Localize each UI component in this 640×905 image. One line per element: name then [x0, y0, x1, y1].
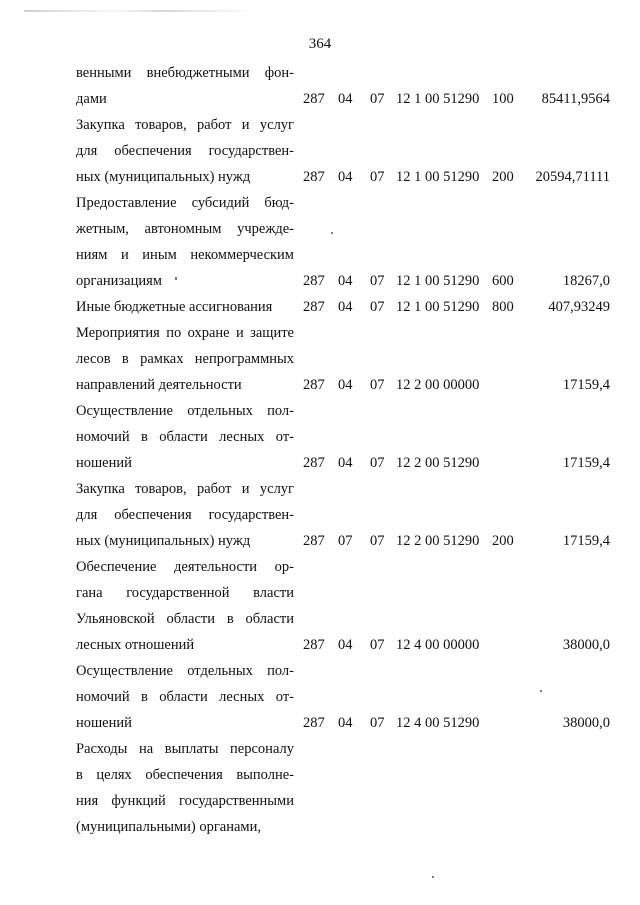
table-row [0, 294, 640, 320]
row-description-line: Обеспечение деятельности ор- [76, 559, 294, 575]
subsection-code: 07 [370, 299, 385, 315]
subsection-code: 07 [370, 169, 385, 185]
row-description-line: в целях обеспечения выполне- [76, 767, 294, 783]
row-description-line: ношений [76, 715, 132, 731]
grbs-code: 287 [303, 273, 325, 289]
table-row [0, 320, 640, 398]
expense-type-code: 200 [492, 169, 514, 185]
row-description-line: Закупка товаров, работ и услуг [76, 481, 294, 497]
row-description-line: номочий в области лесных от- [76, 429, 294, 445]
scan-speck [540, 690, 542, 692]
target-article-code: 12 4 00 51290 [396, 715, 480, 731]
row-description-line: Закупка товаров, работ и услуг [76, 117, 294, 133]
amount-value: 17159,4 [562, 533, 610, 549]
row-description-line: ных (муниципальных) нужд [76, 533, 251, 549]
subsection-code: 07 [370, 637, 385, 653]
grbs-code: 287 [303, 377, 325, 393]
table-row [0, 736, 640, 840]
section-code: 07 [338, 533, 353, 549]
subsection-code: 07 [370, 91, 385, 107]
row-description-line: жетным, автономным учрежде- [76, 221, 294, 237]
expense-type-code: 100 [492, 91, 514, 107]
row-description-line: Расходы на выплаты персоналу [76, 741, 294, 757]
row-description-line: Ульяновской области в области [76, 611, 294, 627]
row-description-line: ношений [76, 455, 132, 471]
section-code: 04 [338, 273, 353, 289]
row-description-line: лесов в рамках непрограммных [76, 351, 294, 367]
grbs-code: 287 [303, 299, 325, 315]
expense-type-code: 200 [492, 533, 514, 549]
table-row [0, 658, 640, 736]
grbs-code: 287 [303, 715, 325, 731]
amount-value: 407,93249 [548, 299, 610, 315]
subsection-code: 07 [370, 533, 385, 549]
scan-header-smudge [24, 10, 254, 12]
expense-type-code: 800 [492, 299, 514, 315]
subsection-code: 07 [370, 455, 385, 471]
grbs-code: 287 [303, 533, 325, 549]
amount-value: 18267,0 [562, 273, 610, 289]
scan-speck [331, 232, 333, 234]
subsection-code: 07 [370, 377, 385, 393]
target-article-code: 12 2 00 51290 [396, 455, 480, 471]
section-code: 04 [338, 299, 353, 315]
row-description-line: номочий в области лесных от- [76, 689, 294, 705]
grbs-code: 287 [303, 637, 325, 653]
target-article-code: 12 1 00 51290 [396, 169, 480, 185]
section-code: 04 [338, 169, 353, 185]
row-description-line: направлений деятельности [76, 377, 242, 393]
target-article-code: 12 2 00 51290 [396, 533, 480, 549]
row-description-line: ниям и иным некоммерческим [76, 247, 294, 263]
section-code: 04 [338, 91, 353, 107]
row-description-line: Осуществление отдельных пол- [76, 403, 294, 419]
table-row [0, 60, 640, 112]
amount-value: 85411,9564 [541, 91, 610, 107]
row-description-line: гана государственной власти [76, 585, 294, 601]
amount-value: 38000,0 [562, 637, 610, 653]
section-code: 04 [338, 377, 353, 393]
expense-type-code: 600 [492, 273, 514, 289]
amount-value: 20594,71111 [535, 169, 610, 185]
row-description-line: ния функций государственными [76, 793, 294, 809]
table-row [0, 190, 640, 294]
row-description-line: Иные бюджетные ассигнования [76, 299, 273, 315]
target-article-code: 12 1 00 51290 [396, 299, 480, 315]
amount-value: 17159,4 [562, 377, 610, 393]
target-article-code: 12 1 00 51290 [396, 273, 480, 289]
row-description-line: Осуществление отдельных пол- [76, 663, 294, 679]
target-article-code: 12 2 00 00000 [396, 377, 480, 393]
subsection-code: 07 [370, 715, 385, 731]
table-row [0, 398, 640, 476]
row-description-line: для обеспечения государствен- [76, 507, 294, 523]
row-description-line: Мероприятия по охране и защите [76, 325, 294, 341]
page-number: 364 [308, 36, 332, 52]
row-description-line: дами [76, 91, 107, 107]
section-code: 04 [338, 637, 353, 653]
scan-speck [175, 277, 177, 280]
section-code: 04 [338, 715, 353, 731]
subsection-code: 07 [370, 273, 385, 289]
row-description-line: венными внебюджетными фон- [76, 65, 294, 81]
grbs-code: 287 [303, 169, 325, 185]
target-article-code: 12 1 00 51290 [396, 91, 480, 107]
grbs-code: 287 [303, 455, 325, 471]
row-description-line: Предоставление субсидий бюд- [76, 195, 294, 211]
amount-value: 38000,0 [562, 715, 610, 731]
row-description-line: ных (муниципальных) нужд [76, 169, 251, 185]
amount-value: 17159,4 [562, 455, 610, 471]
scan-speck [432, 876, 434, 878]
target-article-code: 12 4 00 00000 [396, 637, 480, 653]
table-row [0, 554, 640, 658]
budget-table [0, 60, 640, 840]
table-row [0, 476, 640, 554]
grbs-code: 287 [303, 91, 325, 107]
row-description-line: для обеспечения государствен- [76, 143, 294, 159]
section-code: 04 [338, 455, 353, 471]
row-description-line: организациям [76, 273, 162, 289]
table-row [0, 112, 640, 190]
row-description-line: лесных отношений [76, 637, 195, 653]
row-description-line: (муниципальными) органами, [76, 819, 261, 835]
